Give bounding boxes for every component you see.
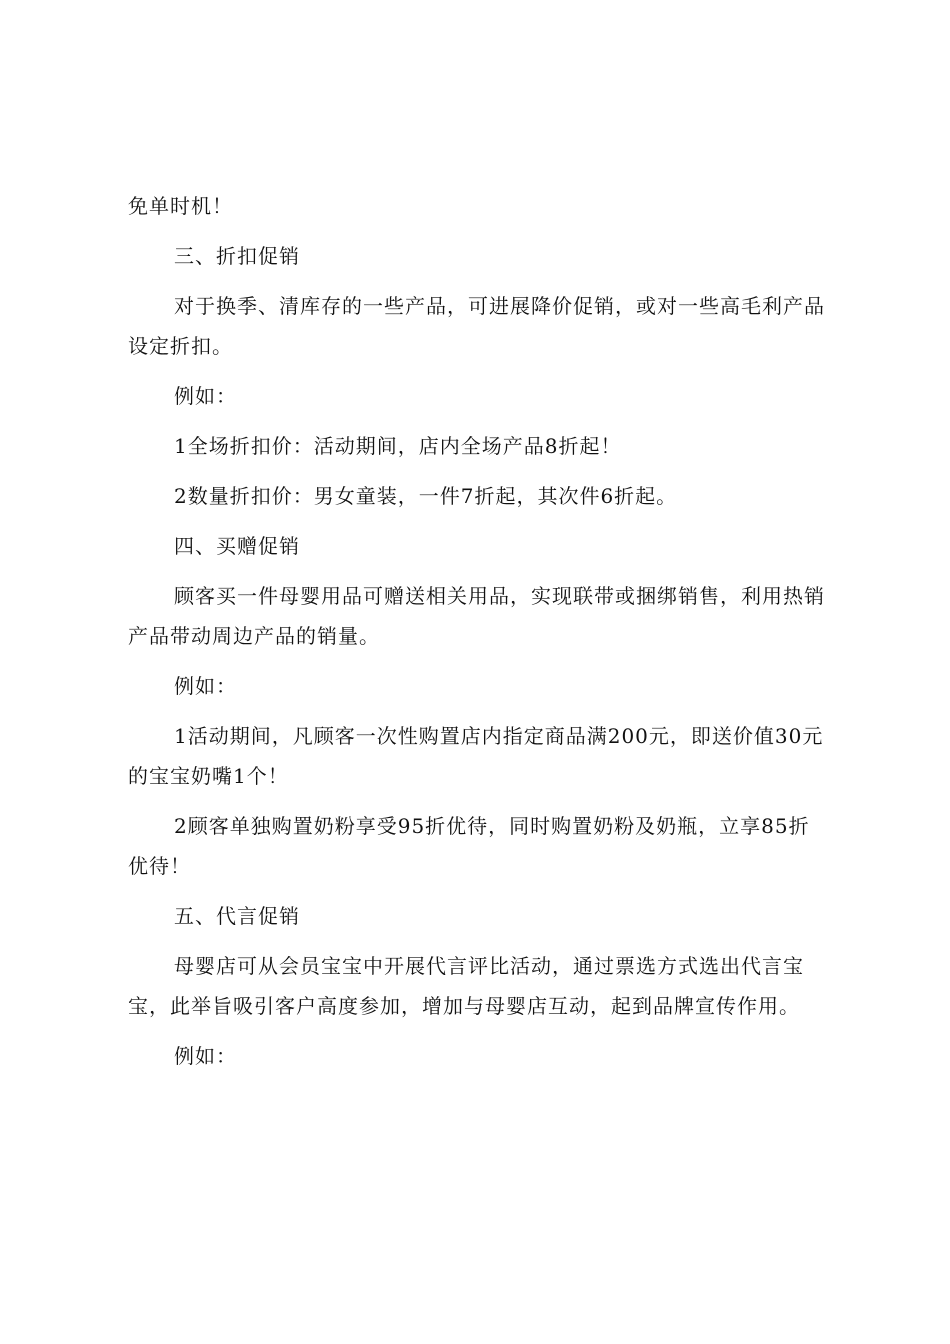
example-label: 例如： (174, 1044, 237, 1068)
list-item-gift-2: 2顾客单独购置奶粉享受95折优待，同时购置奶粉及奶瓶，立享85折优待！ (128, 814, 810, 878)
section-heading-endorsement: 五、代言促销 (174, 904, 300, 928)
list-item-discount-1: 1全场折扣价：活动期间，店内全场产品8折起！ (174, 434, 622, 458)
document-body (128, 186, 830, 1086)
paragraph-discount-intro: 对于换季、清库存的一些产品，可进展降价促销，或对一些高毛利产品设定折扣。 (128, 294, 825, 358)
paragraph-continuation: 免单时机！ (128, 194, 233, 218)
example-label: 例如： (174, 674, 237, 698)
list-item-gift-1: 1活动期间，凡顾客一次性购置店内指定商品满200元，即送价值30元的宝宝奶嘴1个！ (128, 724, 824, 788)
example-label: 例如： (174, 384, 237, 408)
paragraph-endorsement-intro: 母婴店可从会员宝宝中开展代言评比活动，通过票选方式选出代言宝宝，此举旨吸引客户高度参加，增加与母婴店互动，起到品牌宣传作用。 (128, 954, 804, 1018)
list-item-discount-2: 2数量折扣价：男女童装，一件7折起，其次件6折起。 (174, 484, 678, 508)
section-heading-gift: 四、买赠促销 (174, 534, 300, 558)
section-heading-discount: 三、折扣促销 (174, 244, 300, 268)
paragraph-gift-intro: 顾客买一件母婴用品可赠送相关用品，实现联带或捆绑销售，利用热销产品带动周边产品的销量。 (128, 584, 825, 648)
